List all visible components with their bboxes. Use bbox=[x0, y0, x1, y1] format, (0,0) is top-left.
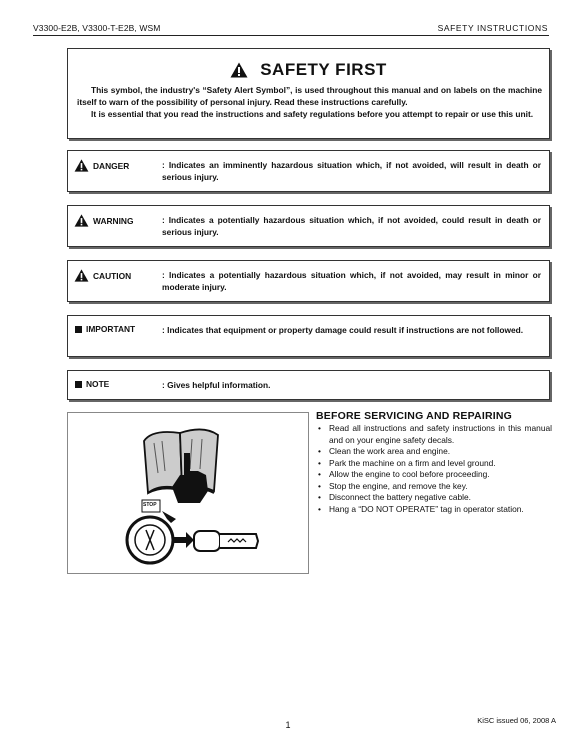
list-item: • Park the machine on a firm and level ground. bbox=[316, 458, 552, 470]
safety-alert-icon bbox=[74, 159, 89, 172]
list-item: • Stop the engine, and remove the key. bbox=[316, 481, 552, 493]
footer-issue: KiSC issued 06, 2008 A bbox=[477, 716, 556, 725]
important-label-text: IMPORTANT bbox=[86, 324, 136, 334]
safety-first-title-text: SAFETY FIRST bbox=[260, 60, 387, 79]
danger-box bbox=[67, 150, 550, 192]
danger-description: : Indicates an imminently hazardous situation which, if not avoided, will result in death or serious injury. bbox=[162, 160, 541, 182]
servicing-list bbox=[316, 423, 552, 515]
warning-label bbox=[74, 214, 133, 227]
safety-first-box bbox=[67, 48, 550, 139]
page-number: 1 bbox=[285, 720, 291, 730]
safety-first-title bbox=[68, 60, 549, 80]
safety-first-para-1: This symbol, the industry's “Safety Alert Symbol”, is used throughout this manual and on labels on the machine itself to warn of the possibility of personal injury. Read these instructions carefully. bbox=[77, 85, 542, 107]
important-description: : Indicates that equipment or property damage could result if instructions are not followed. bbox=[162, 325, 524, 335]
note-label bbox=[74, 379, 109, 389]
note-label-text: NOTE bbox=[86, 379, 110, 389]
warning-box bbox=[67, 205, 550, 247]
header-model: V3300-E2B, V3300-T-E2B, WSM bbox=[33, 23, 161, 33]
section-title: BEFORE SERVICING AND REPAIRING bbox=[316, 410, 512, 422]
square-bullet-icon bbox=[75, 381, 82, 388]
caution-label bbox=[74, 269, 131, 282]
important-label bbox=[74, 324, 135, 334]
safety-alert-icon bbox=[74, 269, 89, 282]
caution-label-text: CAUTION bbox=[93, 270, 132, 281]
list-item: • Read all instructions and safety instructions in this manual and on your engine safety decals. bbox=[316, 423, 552, 446]
warning-label-text: WARNING bbox=[93, 215, 134, 226]
header-section-title: SAFETY INSTRUCTIONS bbox=[437, 23, 548, 33]
list-item: • Allow the engine to cool before proceeding. bbox=[316, 469, 552, 481]
illustration-box bbox=[67, 412, 309, 574]
safety-alert-icon bbox=[230, 62, 248, 78]
danger-label bbox=[74, 159, 129, 172]
warning-description: : Indicates a potentially hazardous situation which, if not avoided, could result in death or serious injury. bbox=[162, 215, 541, 237]
safety-first-para-2: It is essential that you read the instructions and safety regulations before you attempt to repair or use this unit. bbox=[91, 109, 534, 119]
caution-box bbox=[67, 260, 550, 302]
safety-alert-icon bbox=[74, 214, 89, 227]
list-item: • Clean the work area and engine. bbox=[316, 446, 552, 458]
note-box bbox=[67, 370, 550, 400]
important-box bbox=[67, 315, 550, 357]
note-description: : Gives helpful information. bbox=[162, 380, 271, 390]
stop-tag-text: STOP bbox=[143, 502, 157, 508]
square-bullet-icon bbox=[75, 326, 82, 333]
list-item: • Disconnect the battery negative cable. bbox=[316, 492, 552, 504]
caution-description: : Indicates a potentially hazardous situation which, if not avoided, may result in minor or moderate injury. bbox=[162, 270, 541, 292]
header-rule bbox=[33, 35, 549, 36]
ignition-key-icon bbox=[68, 413, 308, 573]
danger-label-text: DANGER bbox=[93, 160, 130, 171]
list-item: • Hang a “DO NOT OPERATE” tag in operator station. bbox=[316, 504, 552, 516]
safety-first-intro bbox=[77, 84, 542, 120]
